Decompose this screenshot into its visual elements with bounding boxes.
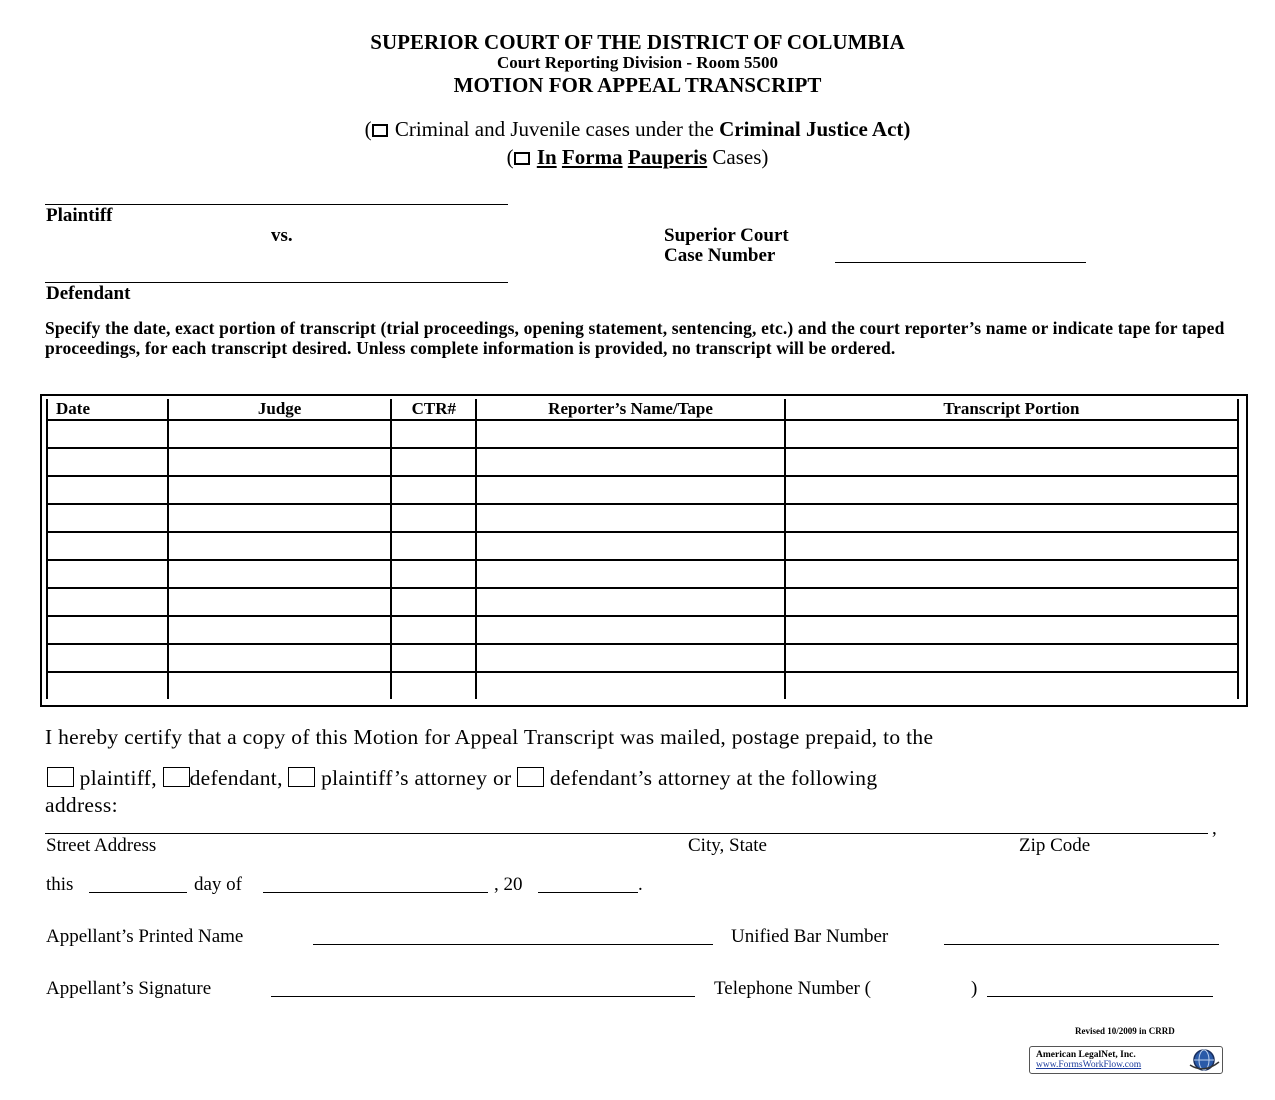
date-period: . <box>638 874 643 895</box>
table-row <box>47 672 1238 699</box>
ctr-cell[interactable] <box>391 476 476 504</box>
table-row <box>47 476 1238 504</box>
recipient-options: plaintiff, defendant, plaintiff’s attorney or defendant’s attorney at the following <box>47 766 877 791</box>
instructions: Specify the date, exact portion of transcript (trial proceedings, opening statement, sentencing, etc.) and the court reporter’s name or indicate tape for taped proceedings, for each transcript desired. Unless complete information is provided, no transcript will be ordered. <box>45 318 1225 358</box>
ctr-cell[interactable] <box>391 560 476 588</box>
reporter-cell[interactable] <box>476 672 784 699</box>
portion-cell[interactable] <box>785 672 1238 699</box>
portion-cell[interactable] <box>785 560 1238 588</box>
ifp-option: ( In Forma Pauperis Cases) <box>506 145 769 169</box>
judge-cell[interactable] <box>168 476 392 504</box>
table-row <box>47 532 1238 560</box>
portion-cell[interactable] <box>785 532 1238 560</box>
date-cell[interactable] <box>47 644 168 672</box>
zip-code-label: Zip Code <box>1019 835 1091 856</box>
col-judge: Judge <box>168 399 392 420</box>
portion-cell[interactable] <box>785 616 1238 644</box>
cja-checkbox[interactable] <box>372 124 388 137</box>
this-label: this <box>46 874 74 895</box>
telephone-field[interactable] <box>987 996 1213 997</box>
court-name: SUPERIOR COURT OF THE DISTRICT OF COLUMBIA <box>370 30 905 54</box>
telephone-label: Telephone Number ( <box>714 978 871 999</box>
portion-cell[interactable] <box>785 504 1238 532</box>
ctr-cell[interactable] <box>391 644 476 672</box>
reporter-cell[interactable] <box>476 644 784 672</box>
judge-cell[interactable] <box>168 420 392 448</box>
reporter-cell[interactable] <box>476 420 784 448</box>
transcript-table <box>40 394 1248 707</box>
cja-option: ( Criminal and Juvenile cases under the Criminal Justice Act) <box>364 117 911 141</box>
plaintiff-label: Plaintiff <box>46 205 113 226</box>
signature-field[interactable] <box>271 996 695 997</box>
bar-number-label: Unified Bar Number <box>731 926 889 947</box>
american-legalnet-logo <box>1029 1046 1223 1074</box>
date-cell[interactable] <box>47 616 168 644</box>
ifp-checkbox[interactable] <box>514 152 530 165</box>
reporter-cell[interactable] <box>476 588 784 616</box>
logo-url[interactable]: www.FormsWorkFlow.com <box>1036 1060 1142 1070</box>
year-field[interactable] <box>538 892 638 893</box>
printed-name-field[interactable] <box>313 944 713 945</box>
judge-cell[interactable] <box>168 672 392 699</box>
defendant-label: Defendant <box>46 283 131 304</box>
col-ctr: CTR# <box>391 399 476 420</box>
address-line[interactable] <box>45 833 1208 834</box>
date-cell[interactable] <box>47 560 168 588</box>
ctr-cell[interactable] <box>391 588 476 616</box>
ctr-cell[interactable] <box>391 532 476 560</box>
logo-company: American LegalNet, Inc. <box>1036 1050 1136 1060</box>
table-row <box>47 616 1238 644</box>
judge-cell[interactable] <box>168 532 392 560</box>
date-cell[interactable] <box>47 420 168 448</box>
city-state-label: City, State <box>688 835 767 856</box>
vs-label: vs. <box>271 225 293 246</box>
case-number-label: Case Number <box>664 245 776 266</box>
portion-cell[interactable] <box>785 644 1238 672</box>
date-cell[interactable] <box>47 476 168 504</box>
col-reporter: Reporter’s Name/Tape <box>476 399 784 420</box>
portion-cell[interactable] <box>785 420 1238 448</box>
signature-label: Appellant’s Signature <box>46 978 212 999</box>
plaintiff-line[interactable] <box>45 204 508 205</box>
bar-number-field[interactable] <box>944 944 1219 945</box>
ctr-cell[interactable] <box>391 504 476 532</box>
street-address-label: Street Address <box>46 835 157 856</box>
portion-cell[interactable] <box>785 588 1238 616</box>
table-row <box>47 504 1238 532</box>
transcript-grid <box>46 399 1239 699</box>
form-title: MOTION FOR APPEAL TRANSCRIPT <box>453 73 822 97</box>
date-cell[interactable] <box>47 504 168 532</box>
table-row <box>47 448 1238 476</box>
address-label: address: <box>45 793 118 817</box>
printed-name-label: Appellant’s Printed Name <box>46 926 244 947</box>
reporter-cell[interactable] <box>476 504 784 532</box>
reporter-cell[interactable] <box>476 532 784 560</box>
revised-note: Revised 10/2009 in CRRD <box>1075 1026 1175 1036</box>
table-row <box>47 420 1238 448</box>
ctr-cell[interactable] <box>391 420 476 448</box>
table-row <box>47 588 1238 616</box>
judge-cell[interactable] <box>168 448 392 476</box>
table-row <box>47 560 1238 588</box>
ctr-cell[interactable] <box>391 448 476 476</box>
col-portion: Transcript Portion <box>785 399 1238 420</box>
plaintiff-attorney-checkbox[interactable] <box>288 767 315 787</box>
table-row <box>47 644 1238 672</box>
day-of-label: day of <box>194 874 243 895</box>
judge-cell[interactable] <box>168 644 392 672</box>
judge-cell[interactable] <box>168 616 392 644</box>
ctr-cell[interactable] <box>391 672 476 699</box>
day-field[interactable] <box>89 892 187 893</box>
date-cell[interactable] <box>47 672 168 699</box>
reporter-cell[interactable] <box>476 476 784 504</box>
judge-cell[interactable] <box>168 588 392 616</box>
portion-cell[interactable] <box>785 448 1238 476</box>
judge-cell[interactable] <box>168 560 392 588</box>
address-comma: , <box>1212 818 1217 839</box>
case-number-field[interactable] <box>835 262 1086 263</box>
reporter-cell[interactable] <box>476 448 784 476</box>
plaintiff-checkbox[interactable] <box>47 767 74 787</box>
defendant-checkbox[interactable] <box>163 767 190 787</box>
division-name: Court Reporting Division - Room 5500 <box>497 53 778 72</box>
ctr-cell[interactable] <box>391 616 476 644</box>
date-cell[interactable] <box>47 448 168 476</box>
superior-court-label: Superior Court <box>664 225 789 246</box>
globe-icon <box>1187 1048 1221 1072</box>
certification-text: I hereby certify that a copy of this Motion for Appeal Transcript was mailed, postage prepaid, to the <box>45 725 934 749</box>
reporter-cell[interactable] <box>476 616 784 644</box>
telephone-close: ) <box>971 978 978 999</box>
year-prefix: , 20 <box>494 874 523 895</box>
col-date: Date <box>47 399 168 420</box>
date-cell[interactable] <box>47 588 168 616</box>
judge-cell[interactable] <box>168 504 392 532</box>
date-cell[interactable] <box>47 532 168 560</box>
month-field[interactable] <box>263 892 488 893</box>
portion-cell[interactable] <box>785 476 1238 504</box>
reporter-cell[interactable] <box>476 560 784 588</box>
defendant-attorney-checkbox[interactable] <box>517 767 544 787</box>
